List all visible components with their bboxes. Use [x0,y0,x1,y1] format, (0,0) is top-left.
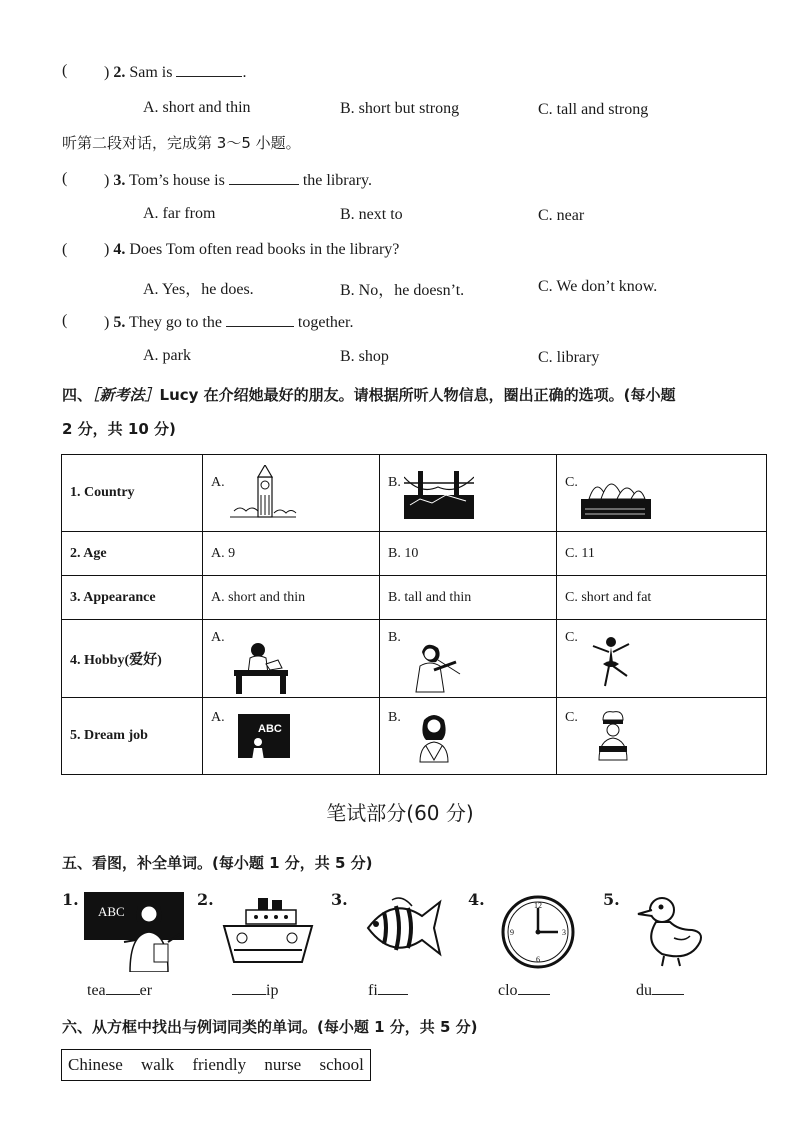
sydney-opera-house-icon [581,465,651,521]
hobby-option-a[interactable]: A. [203,620,380,698]
item-number: 5. [603,890,620,909]
duck-icon [634,892,706,968]
section-4-title: 四、［新考法］Lucy 在介绍她最好的朋友。请根据所听人物信息，圈出正确的选项。(每小题 [62,386,676,404]
instruction-dialog-2: 听第二段对话，完成第 3～5 小题。 [62,134,301,152]
word-duck: du [636,980,684,1000]
option-b[interactable]: B. next to [340,206,403,223]
answer-blank[interactable] [176,62,242,77]
svg-text:3: 3 [562,928,566,937]
answer-paren-open: ( [62,312,68,329]
answer-blank[interactable] [106,980,140,995]
country-option-b[interactable]: B. [380,455,557,532]
word-bank-box [61,1049,371,1081]
option-a[interactable]: A. park [143,347,191,364]
word-bank-item: Chinese [68,1055,123,1074]
option-b[interactable]: B. short but strong [340,100,460,117]
answer-blank[interactable] [378,980,408,995]
word-ship: ip [232,980,278,1000]
answer-blank[interactable] [226,312,294,327]
item-number: 3. [331,890,348,909]
item-number: 2. [197,890,214,909]
option-a[interactable]: A. short and thin [143,99,251,116]
table-row [62,532,767,576]
dream-job-option-c[interactable]: C. [557,698,767,775]
table-row [62,698,767,775]
question-2-stem: ) 2. Sam is . [104,64,247,81]
word-fish: fi [368,980,408,1000]
section-6-title: 六、从方框中找出与例词同类的单词。(每小题 1 分，共 5 分) [62,1018,478,1036]
table-row [62,620,767,698]
answer-blank[interactable] [229,170,299,185]
appearance-option-c[interactable]: C. short and fat [557,576,767,620]
row-label: 2. Age [62,532,203,576]
golden-gate-bridge-icon [404,465,474,521]
section-5-title: 五、看图，补全单词。(每小题 1 分，共 5 分) [62,854,373,872]
table-row [62,455,767,532]
option-c[interactable]: C. We don’t know. [538,278,658,295]
big-ben-icon [228,465,298,521]
teacher-icon [84,888,184,972]
option-c[interactable]: C. library [538,349,600,366]
question-4-stem: ) 4. Does Tom often read books in the library? [104,241,400,258]
reading-at-desk-icon [228,640,292,696]
hobby-option-b[interactable]: B. [380,620,557,698]
word-bank-item: walk [141,1055,175,1074]
svg-text:12: 12 [534,901,542,910]
new-method-tag: ［新考法］ [92,386,160,404]
word-bank-item: nurse [264,1055,302,1074]
row-label: 4. Hobby(爱好) [62,620,203,698]
hobby-option-c[interactable]: C. [557,620,767,698]
appearance-option-b[interactable]: B. tall and thin [380,576,557,620]
answer-paren-open: ( [62,241,68,258]
word-clock: clo [498,980,550,1000]
question-3-stem: ) 3. Tom’s house is the library. [104,172,372,189]
row-label: 5. Dream job [62,698,203,775]
ship-icon [222,898,314,966]
option-c[interactable]: C. near [538,207,585,224]
country-option-c[interactable]: C. [557,455,767,532]
age-option-c[interactable]: C. 11 [557,532,767,576]
item-number: 4. [468,890,485,909]
svg-text:ABC: ABC [98,904,125,919]
age-option-b[interactable]: B. 10 [380,532,557,576]
row-label: 3. Appearance [62,576,203,620]
dream-job-option-a[interactable]: A. ABC [203,698,380,775]
svg-text:6: 6 [536,955,540,964]
dream-job-option-b[interactable]: B. [380,698,557,775]
answer-blank[interactable] [652,980,684,995]
question-2 [62,62,67,80]
table-row [62,576,767,620]
option-a[interactable]: A. far from [143,205,216,222]
svg-text:9: 9 [510,928,514,937]
woman-portrait-icon [404,712,468,764]
written-part-heading: 笔试部分(60 分) [326,801,474,825]
age-option-a[interactable]: A. 9 [203,532,380,576]
teacher-blackboard-icon [228,712,292,764]
option-b[interactable]: B. No，he doesn’t. [340,282,465,299]
answer-paren-open: ( [62,170,68,187]
question-5-stem: ) 5. They go to the together. [104,314,354,331]
answer-paren-open: ( [62,62,68,79]
item-number: 1. [62,890,79,909]
option-a[interactable]: A. Yes，he does. [143,281,254,298]
option-c[interactable]: C. tall and strong [538,101,649,118]
violin-player-icon [404,640,468,696]
row-label: 1. Country [62,455,203,532]
word-teacher: tea er [87,982,153,999]
section-4-title-line2: 2 分，共 10 分) [62,420,176,438]
clock-icon [500,894,576,970]
info-table [61,454,767,775]
answer-blank[interactable] [232,980,266,995]
fish-icon [362,894,442,960]
ballet-dancer-icon [581,634,645,690]
word-bank-item: school [319,1055,364,1074]
word-bank-item: friendly [192,1055,247,1074]
appearance-option-a[interactable]: A. short and thin [203,576,380,620]
answer-blank[interactable] [518,980,550,995]
country-option-a[interactable]: A. [203,455,380,532]
svg-text:ABC: ABC [258,723,282,735]
cook-icon [581,710,645,762]
option-b[interactable]: B. shop [340,348,389,365]
